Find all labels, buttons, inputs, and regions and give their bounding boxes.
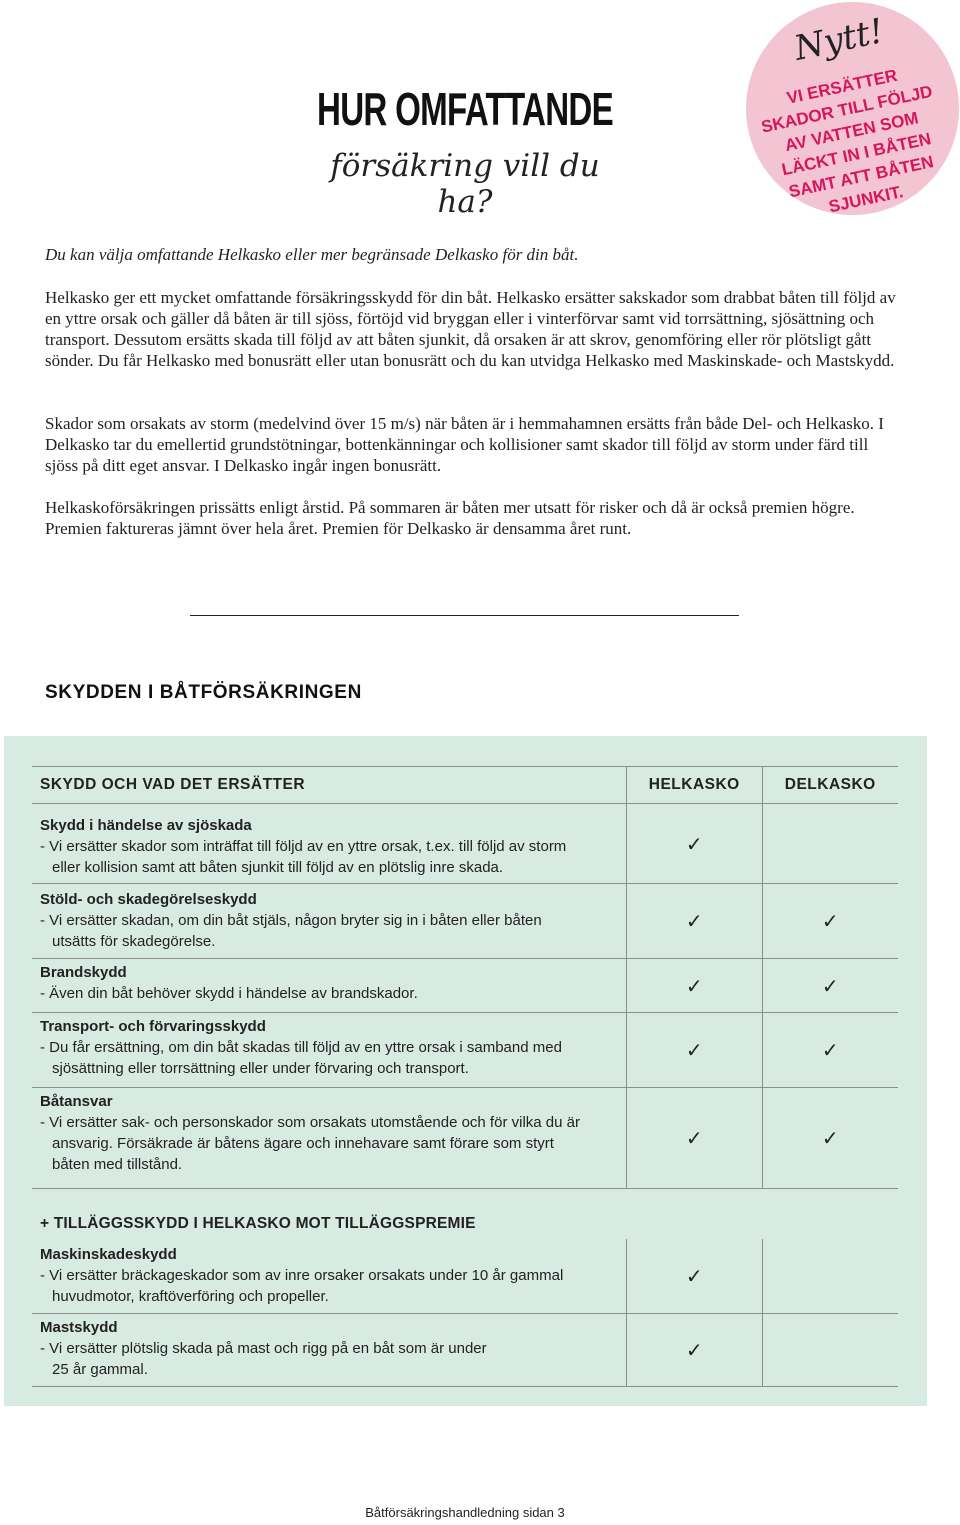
helkasko-check: ✓ [627,1239,763,1314]
row-line: - Vi ersätter skador som inträffat till följd av en yttre orsak, t.ex. till följd av storm [40,838,567,855]
helkasko-check: ✓ [627,1088,763,1189]
table-row [32,1088,898,1189]
header-helkasko: HELKASKO [627,767,763,804]
row-line: sjösättning eller torrsättning eller under förvaring och transport. [52,1060,469,1077]
header-delkasko: DELKASKO [762,767,898,804]
table-header-row [32,767,898,804]
row-description [32,1239,627,1314]
row-line: - Vi ersätter bräckageskador som av inre orsaker orsakats under 10 år gammal [40,1266,564,1284]
section-heading: SKYDDEN I BÅTFÖRSÄKRINGEN [45,682,362,703]
row-line: utsätts för skadegörelse. [52,933,216,950]
helkasko-check: ✓ [627,959,763,1013]
row-description [32,884,627,959]
row-label: Båtansvar [40,1093,113,1110]
row-line: ansvarig. Försäkrade är båtens ägare och innehavare samt förare som styrt [52,1135,554,1152]
badge-text: VI ERSÄTTER SKADOR TILL FÖLJD AV VATTEN SOM LÄCKT IN I BÅTEN SAMT ATT BÅTEN SJUNKIT. [759,65,936,217]
row-line: - Även din båt behöver skydd i händelse av brandskador. [40,985,418,1002]
coverage-table [32,766,898,1387]
addon-title: + TILLÄGGSSKYDD I HELKASKO MOT TILLÄGGSPREMIE [40,1214,476,1232]
page-title: HUR OMFATTANDE [317,83,613,135]
paragraph-premium: Helkaskoförsäkringen prissätts enligt årstid. På sommaren är båten mer utsatt för risker och då är också premien högre. Premien faktureras jämnt över hela året. Premien för Delkasko är densamma året runt. [45,498,855,538]
addon-title-row [32,1189,898,1239]
row-label: Mastskydd [40,1319,118,1336]
row-line: - Vi ersätter sak- och personskador som orsakats utomstående och för vilka du är [40,1114,580,1131]
delkasko-check: ✓ [762,959,898,1013]
table-row [32,804,898,884]
row-line: - Vi ersätter skadan, om din båt stjäls, någon bryter sig in i båten eller båten [40,912,542,929]
row-description [32,1088,627,1189]
new-badge [746,2,959,215]
paragraph-helkasko: Helkasko ger ett mycket omfattande försäkringsskydd för din båt. Helkasko ersätter sakskador som drabbat båten till följd av en yttre orsak och gäller då båten är till sjöss, förtöjd vid bryggan eller i vinterförvar samt vid torrsättning, sjösättning och transport. Dessutom ersätts skada till följd av att båten sjunkit, då orsaken är att skrov, genomföring eller rör plötsligt gått sönder. Du får Helkasko med bonusrätt eller utan bonusrätt och du kan utvidga Helkasko med Maskinskade- och Mastskydd. [45,288,896,370]
row-label: Maskinskadeskydd [40,1245,177,1263]
page-subtitle: försäkring vill du ha? [330,148,600,220]
intro-text: Du kan välja omfattande Helkasko eller mer begränsade Delkasko för din båt. [45,245,579,264]
helkasko-check: ✓ [627,1314,763,1387]
delkasko-check: ✓ [762,1013,898,1088]
table-row [32,1013,898,1088]
table-row [32,1314,898,1387]
row-label: Transport- och förvaringsskydd [40,1018,266,1035]
row-description [32,1314,627,1387]
row-description [32,804,627,884]
row-description [32,1013,627,1088]
delkasko-check: ✓ [762,884,898,959]
helkasko-check: ✓ [627,884,763,959]
helkasko-check: ✓ [627,1013,763,1088]
header-coverage: SKYDD OCH VAD DET ERSÄTTER [40,776,306,793]
table-row [32,1239,898,1314]
row-line: eller kollision samt att båten sjunkit till följd av en plötslig inre skada. [52,859,504,876]
row-label: Stöld- och skadegörelseskydd [40,891,257,908]
divider [190,615,739,616]
row-label: Skydd i händelse av sjöskada [40,817,252,834]
delkasko-check: ✓ [762,1088,898,1189]
badge-new-label: Nytt! [790,11,888,69]
row-description [32,959,627,1013]
row-line: - Du får ersättning, om din båt skadas till följd av en yttre orsak i samband med [40,1039,562,1056]
row-line: 25 år gammal. [52,1361,148,1378]
row-line: båten med tillstånd. [52,1156,183,1173]
page-footer: Båtförsäkringshandledning sidan 3 [365,1505,565,1520]
table-row [32,884,898,959]
row-line: huvudmotor, kraftöverföring och propeller. [52,1287,329,1305]
helkasko-check: ✓ [627,804,763,884]
table-row [32,959,898,1013]
delkasko-check [762,1239,898,1314]
row-label: Brandskydd [40,964,127,981]
delkasko-check [762,1314,898,1387]
delkasko-check [762,804,898,884]
paragraph-storm: Skador som orsakats av storm (medelvind över 15 m/s) när båten är i hemmahamnen ersätts från både Del- och Helkasko. I Delkasko tar du emellertid grundstötningar, bottenkänningar och kollisioner samt skador till följd av storm under färd till sjöss på ditt eget ansvar. I Delkasko ingår ingen bonusrätt. [45,414,884,475]
row-line: - Vi ersätter plötslig skada på mast och rigg på en båt som är under [40,1340,487,1357]
